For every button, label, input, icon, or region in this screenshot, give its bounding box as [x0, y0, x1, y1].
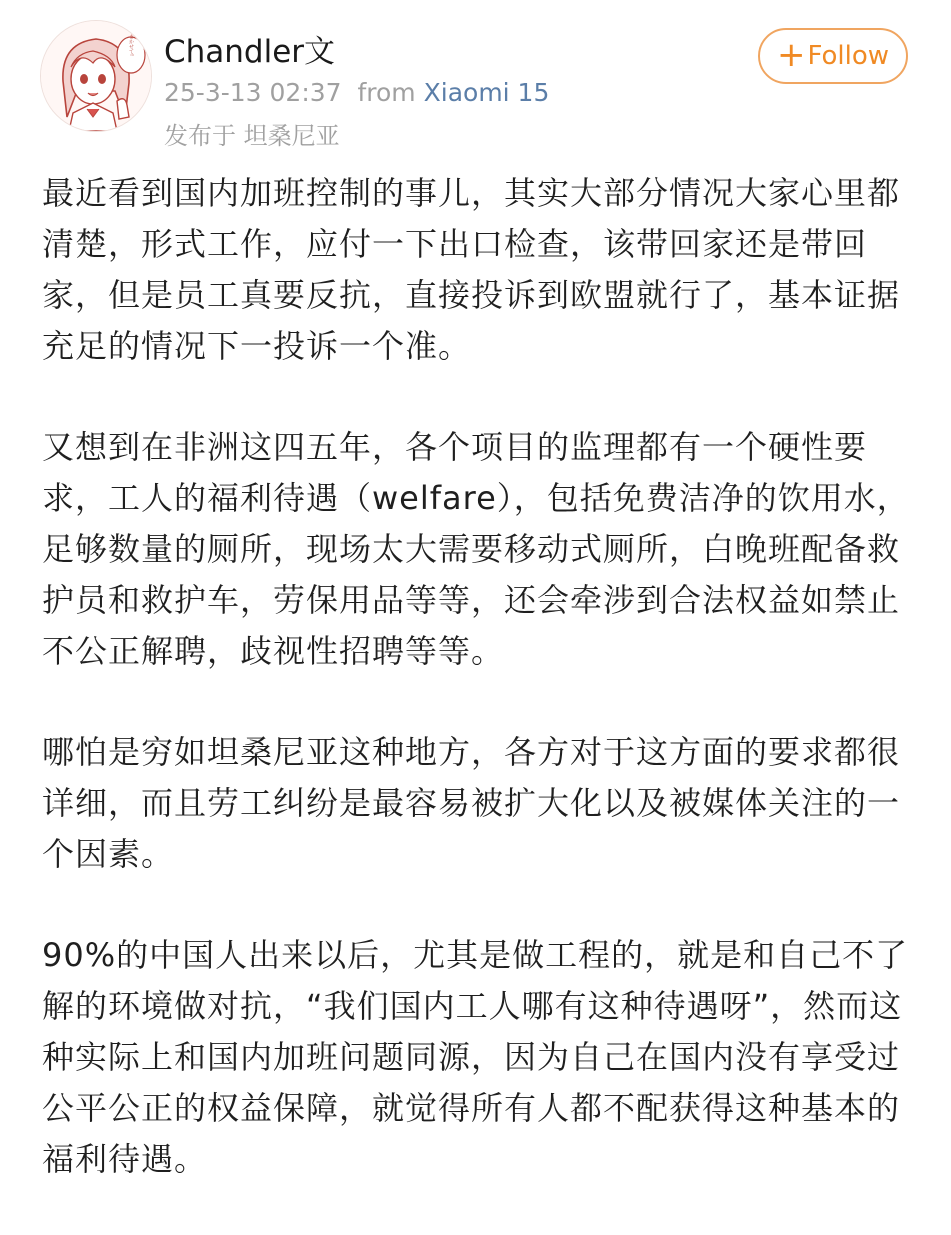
- paragraph: 又想到在非洲这四五年，各个项目的监理都有一个硬性要求，工人的福利待遇（welfare），包括免费洁净的饮用水，足够数量的厕所，现场太大需要移动式厕所，白晚班配备救护员和救护车，劳保用品等等，还会牵涉到合法权益如禁止不公正解聘，歧视性招聘等等。: [42, 428, 910, 670]
- post-body: [42, 168, 910, 1235]
- paragraph: 最近看到国内加班控制的事儿，其实大部分情况大家心里都清楚，形式工作，应付一下出口检查，该带回家还是带回家，但是员工真要反抗，直接投诉到欧盟就行了，基本证据充足的情况下一投诉一个准。: [42, 174, 901, 365]
- timestamp: 25-3-13 02:37: [164, 78, 342, 107]
- anime-girl-avatar-icon: [41, 21, 151, 131]
- avatar-caption: まかせて!: [128, 33, 134, 57]
- avatar[interactable]: [40, 20, 152, 132]
- from-label: from: [357, 78, 416, 107]
- author-name[interactable]: Chandler文: [164, 34, 336, 70]
- plus-icon: +: [776, 35, 806, 75]
- source-device-link[interactable]: Xiaomi 15: [423, 78, 550, 107]
- location: 发布于 坦桑尼亚: [164, 122, 340, 150]
- paragraph: 90%的中国人出来以后，尤其是做工程的，就是和自己不了解的环境做对抗，“我们国内工人哪有这种待遇呀”，然而这种实际上和国内加班问题同源，因为自己在国内没有享受过公平公正的权益保障，就觉得所有人都不配获得这种基本的福利待遇。: [42, 936, 909, 1178]
- post-header: [40, 20, 920, 150]
- follow-button[interactable]: [758, 28, 908, 84]
- paragraph: 哪怕是穷如坦桑尼亚这种地方，各方对于这方面的要求都很详细，而且劳工纠纷是最容易被扩大化以及被媒体关注的一个因素。: [42, 733, 901, 873]
- follow-label: Follow: [807, 41, 890, 71]
- post-meta: [164, 78, 549, 107]
